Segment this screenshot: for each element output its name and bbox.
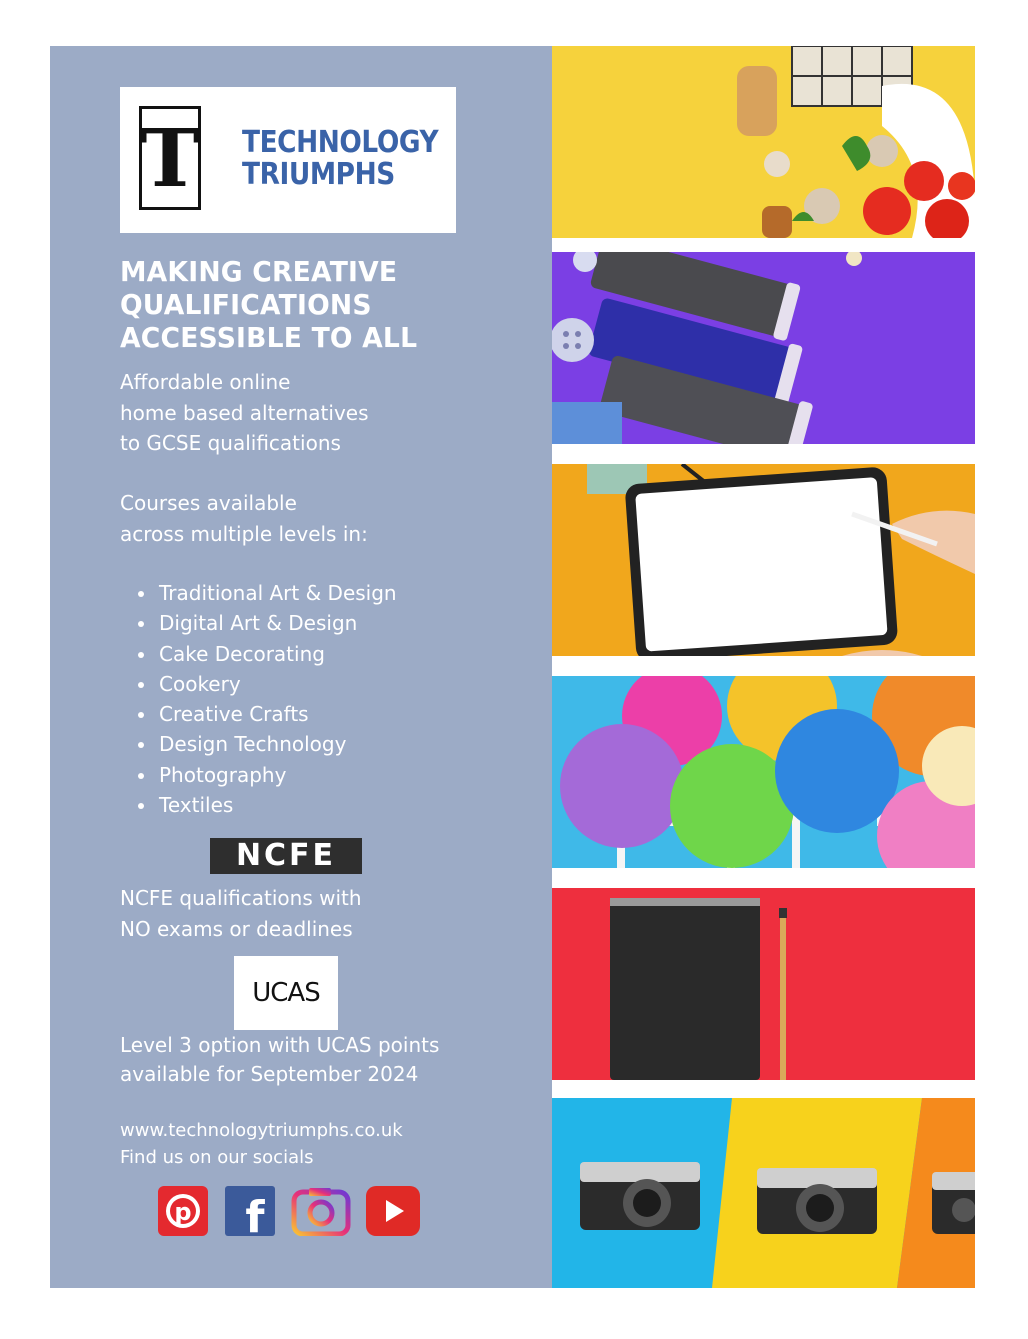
socials-label: Find us on our socials <box>120 1147 314 1168</box>
list-item: Digital Art & Design <box>120 608 397 638</box>
cookery-photo <box>552 46 975 238</box>
courses-intro: Courses available across multiple levels in: <box>120 491 368 546</box>
svg-text:p: p <box>174 1198 192 1226</box>
course-list <box>120 578 397 820</box>
textiles-photo <box>552 252 975 444</box>
intro-text: Affordable online home based alternatives to GCSE qualifications <box>120 370 369 455</box>
youtube-icon[interactable] <box>366 1186 420 1236</box>
ucas-text: Level 3 option with UCAS points available for September 2024 <box>120 1033 440 1086</box>
website-link[interactable]: www.technologytriumphs.co.uk <box>120 1120 403 1141</box>
cake-decorating-photo <box>552 676 975 868</box>
list-item: Cookery <box>120 669 397 699</box>
list-item: Photography <box>120 760 397 790</box>
photography-photo <box>552 1098 975 1288</box>
ucas-logo: UCAS <box>234 956 338 1030</box>
list-item: Design Technology <box>120 729 397 759</box>
headline: MAKING CREATIVE QUALIFICATIONS ACCESSIBLE TO ALL <box>120 255 418 354</box>
logo-mark: T <box>139 106 201 210</box>
ncfe-text: NCFE qualifications with NO exams or deadlines <box>120 886 362 941</box>
art-design-photo <box>552 888 975 1080</box>
list-item: Creative Crafts <box>120 699 397 729</box>
facebook-icon[interactable] <box>225 1186 275 1236</box>
list-item: Cake Decorating <box>120 639 397 669</box>
ncfe-logo: NCFE <box>210 838 362 874</box>
instagram-icon[interactable] <box>291 1186 351 1236</box>
logo <box>120 87 456 233</box>
info-panel <box>50 46 552 1288</box>
list-item: Textiles <box>120 790 397 820</box>
svg-text:f: f <box>245 1192 265 1236</box>
logo-wordmark: TECHNOLOGY TRIUMPHS <box>242 125 439 192</box>
list-item: Traditional Art & Design <box>120 578 397 608</box>
digital-art-photo <box>552 464 975 656</box>
pinterest-icon[interactable] <box>158 1186 208 1236</box>
